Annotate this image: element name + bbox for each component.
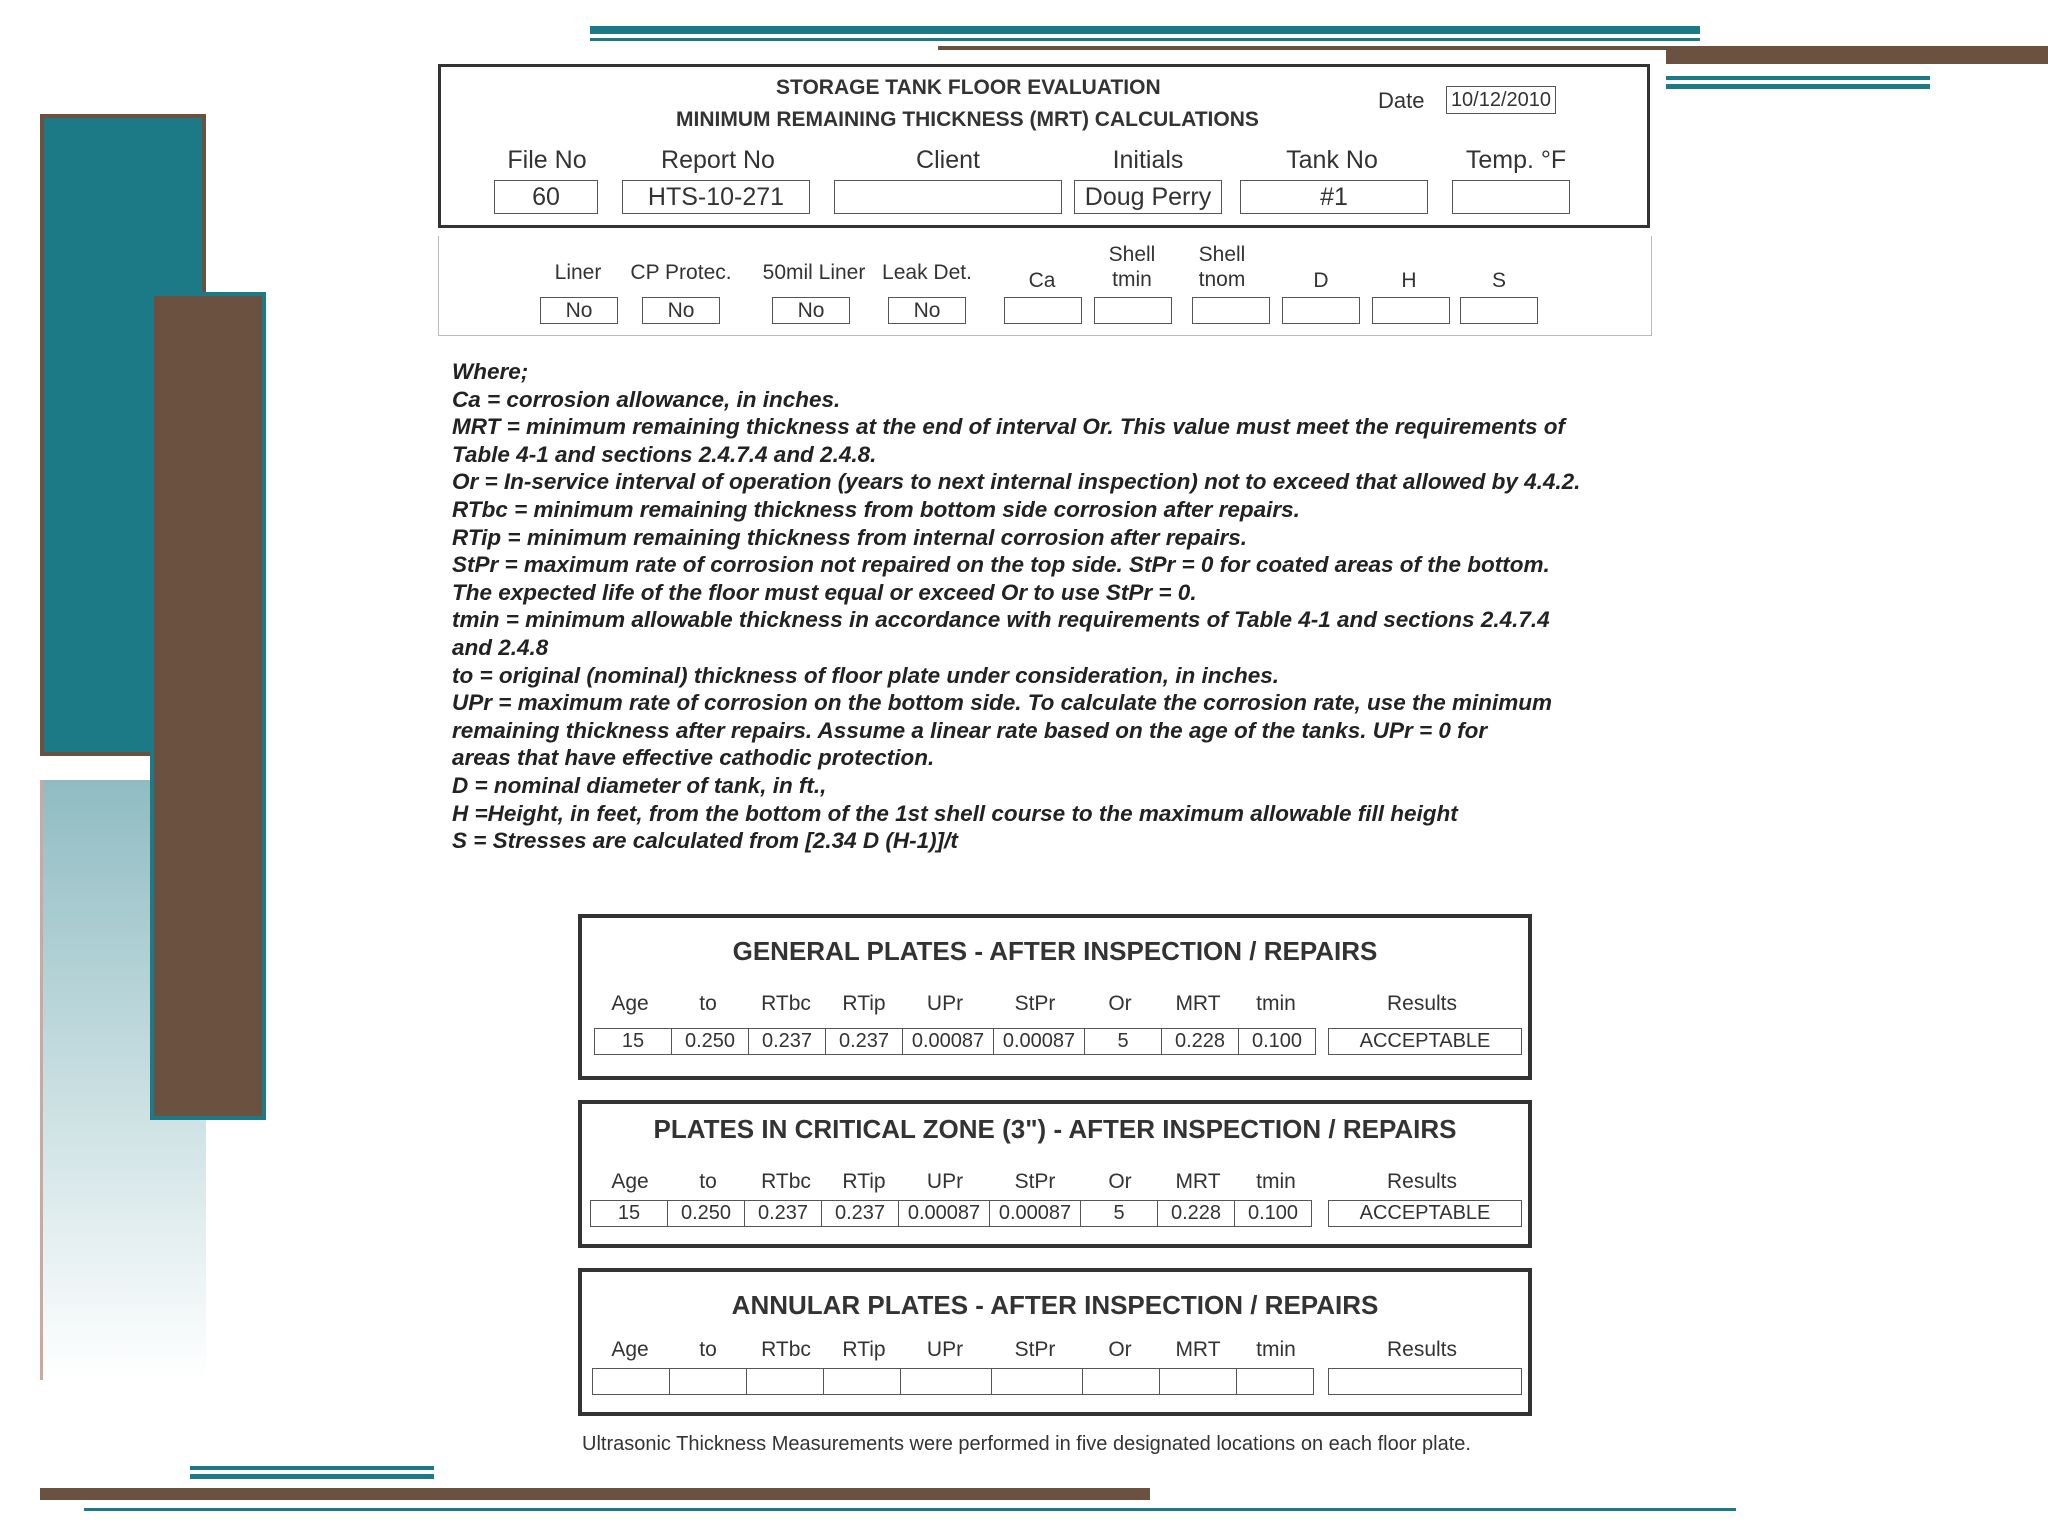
h-label: H xyxy=(1401,269,1417,292)
col-rtip: RTip xyxy=(842,992,886,1015)
h-field xyxy=(1372,297,1450,324)
col-results: Results xyxy=(1386,992,1458,1015)
col-stpr: StPr xyxy=(1014,992,1056,1015)
d-label: D xyxy=(1313,269,1329,292)
definition-line: H =Height, in feet, from the bottom of the 1st shell course to the maximum allowable fill height xyxy=(452,800,1458,826)
temp-label: Temp. °F xyxy=(1465,146,1567,174)
cell-results: ACCEPTABLE xyxy=(1328,1028,1522,1055)
col-to: to xyxy=(699,992,717,1015)
initials-field: Doug Perry xyxy=(1074,180,1222,214)
definition-line: D = nominal diameter of tank, in ft., xyxy=(452,772,827,798)
definition-line: Ca = corrosion allowance, in inches. xyxy=(452,386,841,412)
definition-line: S = Stresses are calculated from [2.34 D (H-1)]/t xyxy=(452,828,958,854)
cell-upr: 0.00087 xyxy=(898,1200,990,1227)
leak-det-label: Leak Det. xyxy=(882,261,972,284)
footnote: Ultrasonic Thickness Measurements were performed in five designated locations on each floor plate. xyxy=(582,1433,1471,1455)
definitions-block xyxy=(452,358,1652,855)
report-no-field: HTS-10-271 xyxy=(622,180,810,214)
col-rtbc: RTbc xyxy=(761,1170,811,1193)
col-age: Age xyxy=(611,1338,649,1361)
col-age: Age xyxy=(611,992,649,1015)
col-rtbc: RTbc xyxy=(761,992,811,1015)
temp-field xyxy=(1452,180,1570,214)
col-stpr: StPr xyxy=(1014,1170,1056,1193)
col-upr: UPr xyxy=(926,992,964,1015)
col-mrt: MRT xyxy=(1175,1338,1221,1361)
col-results: Results xyxy=(1386,1338,1458,1361)
shell-tmin-label: Shell tmin xyxy=(1108,243,1156,291)
bottom-teal-line-2 xyxy=(190,1474,434,1479)
definition-line: The expected life of the floor must equal or exceed Or to use StPr = 0. xyxy=(452,579,1197,605)
top-right-brown-bar xyxy=(1666,48,2048,64)
top-right-teal-line-2 xyxy=(1666,84,1930,89)
col-mrt: MRT xyxy=(1175,1170,1221,1193)
leak-det-field: No xyxy=(888,297,966,324)
cp-protec-label: CP Protec. xyxy=(630,261,732,284)
50mil-liner-field: No xyxy=(772,297,850,324)
initials-label: Initials xyxy=(1112,146,1184,174)
panel-title: PLATES IN CRITICAL ZONE (3") - AFTER INSPECTION / REPAIRS xyxy=(653,1114,1457,1144)
col-age: Age xyxy=(611,1170,649,1193)
cell-stpr xyxy=(991,1368,1083,1395)
definition-line: Table 4-1 and sections 2.4.7.4 and 2.4.8. xyxy=(452,441,877,467)
col-upr: UPr xyxy=(926,1338,964,1361)
panel-title: ANNULAR PLATES - AFTER INSPECTION / REPAIRS xyxy=(731,1290,1379,1320)
report-subtitle: MINIMUM REMAINING THICKNESS (MRT) CALCULATIONS xyxy=(676,108,1259,131)
col-tmin: tmin xyxy=(1256,1338,1296,1361)
definition-line: areas that have effective cathodic protection. xyxy=(452,745,935,771)
tank-no-label: Tank No xyxy=(1286,146,1378,174)
col-to: to xyxy=(699,1170,717,1193)
liner-label: Liner xyxy=(554,261,602,284)
cell-rtbc: 0.237 xyxy=(744,1200,822,1227)
cell-age xyxy=(592,1368,670,1395)
client-label: Client xyxy=(916,146,980,174)
col-rtbc: RTbc xyxy=(761,1338,811,1361)
col-results: Results xyxy=(1386,1170,1458,1193)
d-field xyxy=(1282,297,1360,324)
col-rtip: RTip xyxy=(842,1170,886,1193)
cell-or xyxy=(1082,1368,1160,1395)
file-no-label: File No xyxy=(507,146,587,174)
cell-upr: 0.00087 xyxy=(902,1028,994,1055)
cell-stpr: 0.00087 xyxy=(989,1200,1081,1227)
ca-field xyxy=(1004,297,1082,324)
liner-field: No xyxy=(540,297,618,324)
bottom-teal-line-1 xyxy=(190,1466,434,1470)
definition-line: MRT = minimum remaining thickness at the end of interval Or. This value must meet the requirements of xyxy=(452,414,1565,440)
definition-line: tmin = minimum allowable thickness in accordance with requirements of Table 4-1 and sections 2.4.7.4 xyxy=(452,607,1550,633)
cell-to: 0.250 xyxy=(671,1028,749,1055)
ca-label: Ca xyxy=(1028,269,1056,292)
col-or: Or xyxy=(1108,1170,1132,1193)
report-title: STORAGE TANK FLOOR EVALUATION xyxy=(776,76,1161,99)
cell-or: 5 xyxy=(1084,1028,1162,1055)
col-or: Or xyxy=(1108,992,1132,1015)
cell-rtip: 0.237 xyxy=(825,1028,903,1055)
cell-results xyxy=(1328,1368,1522,1395)
shell-tnom-label: Shell tnom xyxy=(1198,243,1246,291)
col-stpr: StPr xyxy=(1014,1338,1056,1361)
annular-plates-panel xyxy=(578,1268,1532,1416)
cell-results: ACCEPTABLE xyxy=(1328,1200,1522,1227)
s-label: S xyxy=(1491,269,1506,292)
cell-age: 15 xyxy=(594,1028,672,1055)
col-upr: UPr xyxy=(926,1170,964,1193)
col-tmin: tmin xyxy=(1256,1170,1296,1193)
definition-line: Or = In-service interval of operation (years to next internal inspection) not to exceed that allowed by 4.4.2. xyxy=(452,469,1581,495)
cell-tmin: 0.100 xyxy=(1238,1028,1316,1055)
general-plates-panel xyxy=(578,914,1532,1080)
cell-tmin xyxy=(1236,1368,1314,1395)
critical-zone-panel xyxy=(578,1100,1532,1248)
top-teal-line-thick xyxy=(590,26,1700,34)
definition-line: RTbc = minimum remaining thickness from bottom side corrosion after repairs. xyxy=(452,496,1300,522)
report-no-label: Report No xyxy=(661,146,775,174)
cell-mrt: 0.228 xyxy=(1157,1200,1235,1227)
definition-line: UPr = maximum rate of corrosion on the bottom side. To calculate the corrosion rate, use the minimum xyxy=(452,690,1553,716)
cell-rtbc xyxy=(746,1368,824,1395)
definition-line: remaining thickness after repairs. Assume a linear rate based on the age of the tanks. UPr = 0 for xyxy=(452,717,1488,743)
top-right-teal-line-1 xyxy=(1666,76,1930,80)
bottom-brown-bar xyxy=(40,1488,1150,1500)
top-teal-line-thin xyxy=(590,38,1700,41)
definition-line: and 2.4.8 xyxy=(452,634,549,660)
cell-to: 0.250 xyxy=(667,1200,745,1227)
panel-title: GENERAL PLATES - AFTER INSPECTION / REPAIRS xyxy=(732,936,1378,966)
cell-rtip xyxy=(823,1368,901,1395)
shell-tnom-field xyxy=(1192,297,1270,324)
col-or: Or xyxy=(1108,1338,1132,1361)
cell-to xyxy=(669,1368,747,1395)
tank-no-field: #1 xyxy=(1240,180,1428,214)
shell-tmin-field xyxy=(1094,297,1172,324)
col-mrt: MRT xyxy=(1175,992,1221,1015)
cell-or: 5 xyxy=(1080,1200,1158,1227)
cell-rtip: 0.237 xyxy=(821,1200,899,1227)
col-to: to xyxy=(699,1338,717,1361)
col-tmin: tmin xyxy=(1256,992,1296,1015)
col-rtip: RTip xyxy=(842,1338,886,1361)
cp-protec-field: No xyxy=(642,297,720,324)
date-label: Date xyxy=(1378,88,1425,113)
definition-line: RTip = minimum remaining thickness from internal corrosion after repairs. xyxy=(452,524,1248,550)
left-brown-panel xyxy=(150,292,266,1120)
cell-tmin: 0.100 xyxy=(1234,1200,1312,1227)
client-field xyxy=(834,180,1062,214)
50mil-liner-label: 50mil Liner xyxy=(762,261,866,284)
cell-stpr: 0.00087 xyxy=(993,1028,1085,1055)
bottom-teal-line-3 xyxy=(84,1508,1736,1511)
date-field: 10/12/2010 xyxy=(1446,86,1556,114)
definition-line: to = original (nominal) thickness of floor plate under consideration, in inches. xyxy=(452,662,1279,688)
cell-mrt: 0.228 xyxy=(1161,1028,1239,1055)
file-no-field: 60 xyxy=(494,180,598,214)
s-field xyxy=(1460,297,1538,324)
definition-line: Where; xyxy=(452,359,529,384)
definition-line: StPr = maximum rate of corrosion not repaired on the top side. StPr = 0 for coated areas of the bottom. xyxy=(452,552,1550,578)
cell-upr xyxy=(900,1368,992,1395)
cell-age: 15 xyxy=(590,1200,668,1227)
cell-mrt xyxy=(1159,1368,1237,1395)
cell-rtbc: 0.237 xyxy=(748,1028,826,1055)
